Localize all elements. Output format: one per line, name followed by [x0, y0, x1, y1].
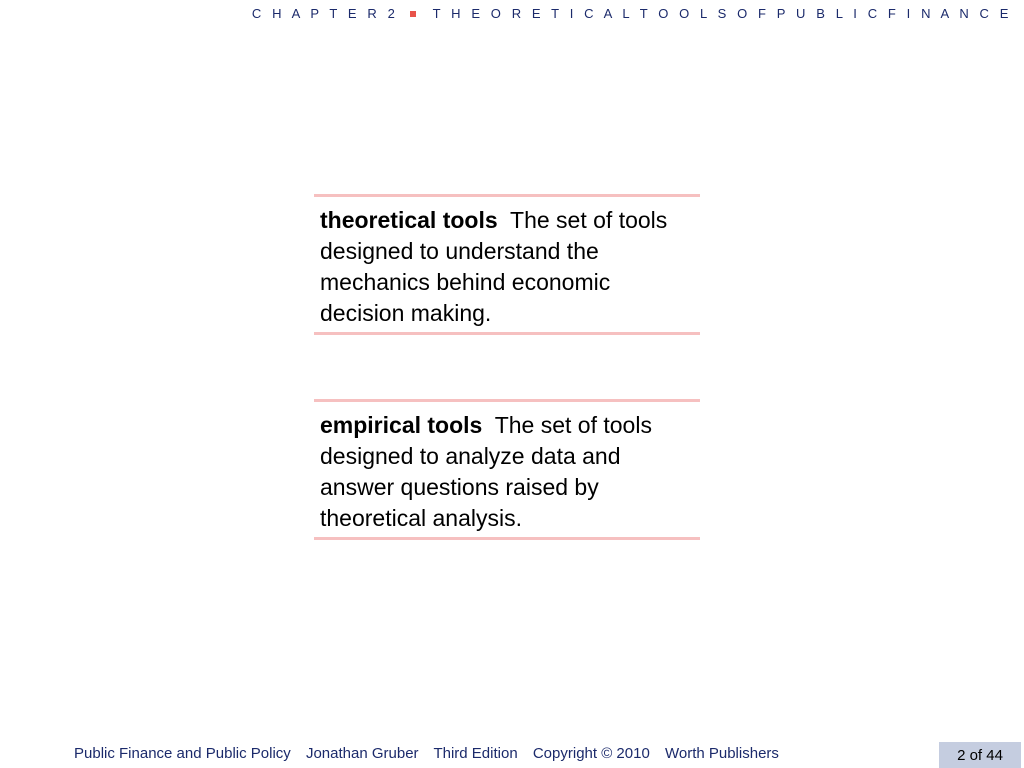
footer-book-title: Public Finance and Public Policy [74, 745, 291, 762]
footer-author: Jonathan Gruber [305, 745, 419, 762]
footer-publisher: Worth Publishers [664, 745, 779, 762]
definition-term: empirical tools [320, 412, 483, 438]
definition-text: The set of tools designed to analyze data and answer questions raised by theoretical analysis. [320, 412, 652, 531]
definition-text: The set of tools designed to understand the mechanics behind economic decision making. [320, 207, 668, 326]
footer-copyright: Copyright © 2010 [532, 745, 650, 762]
chapter-title: T H E O R E T I C A L T O O L S O F P U B L I C F I N A N C E [432, 6, 1012, 21]
page-counter: 2 of 44 [939, 742, 1021, 768]
definition-box-theoretical-tools [314, 194, 700, 335]
definition-term: theoretical tools [320, 207, 498, 233]
definition-box-empirical-tools [314, 399, 700, 540]
square-bullet-icon [410, 11, 416, 17]
chapter-label: C H A P T E R 2 [251, 6, 399, 21]
footer [74, 745, 790, 762]
chapter-header [252, 6, 1012, 21]
footer-edition: Third Edition [433, 745, 518, 762]
